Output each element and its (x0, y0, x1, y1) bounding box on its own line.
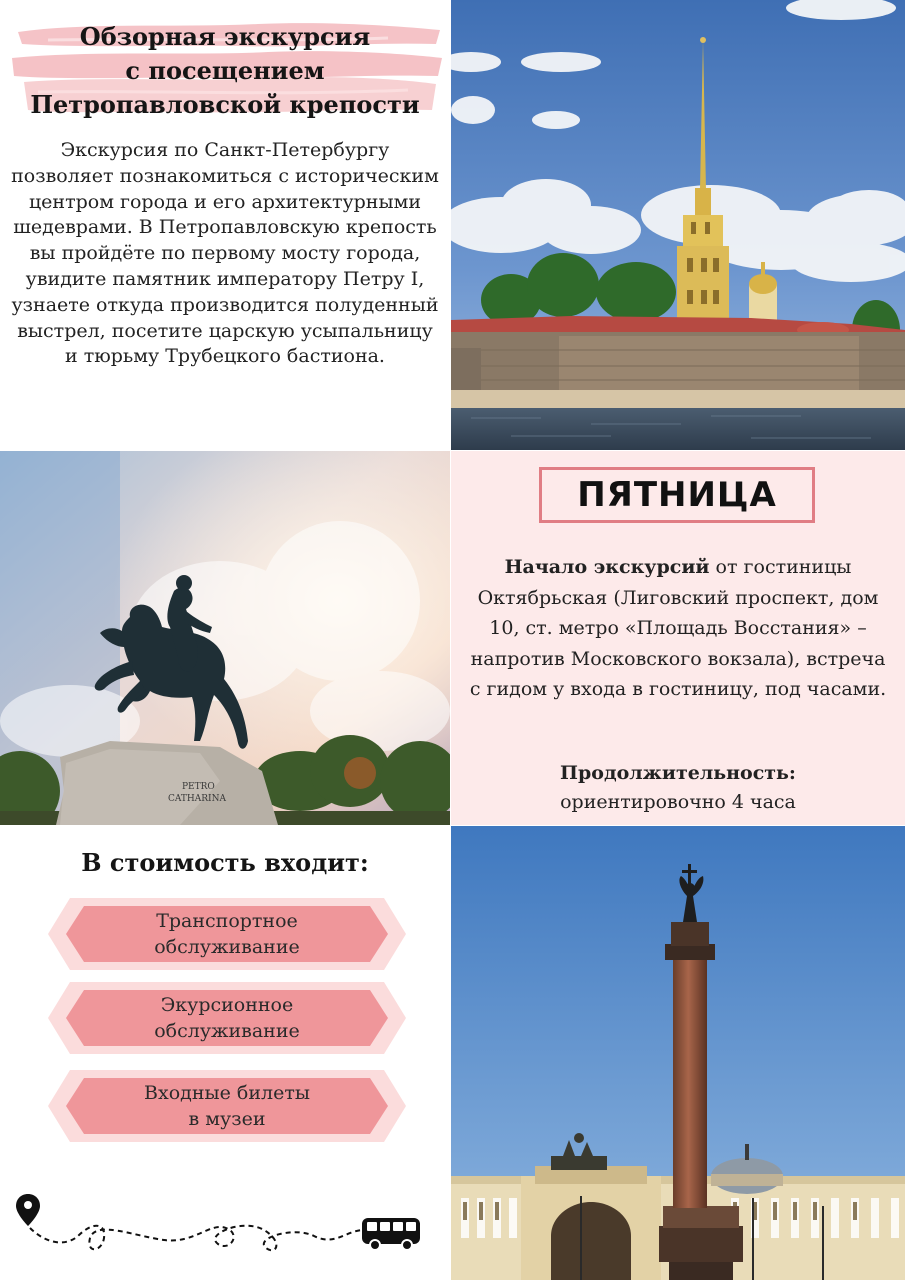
duration-block (465, 759, 891, 817)
price-includes-panel (0, 826, 450, 1280)
tour-title (0, 20, 450, 122)
includes-item-label (88, 982, 366, 1054)
tour-title-line: с посещением (125, 56, 325, 85)
meeting-point-text (465, 552, 891, 705)
includes-item-label (88, 1070, 366, 1142)
route-decoration (14, 1192, 434, 1262)
includes-item-line: Транспортное (156, 910, 298, 932)
includes-item-line: Входные билеты (144, 1082, 310, 1104)
schedule-panel (451, 451, 905, 825)
includes-item-line: в музеи (188, 1108, 266, 1130)
duration-label: Продолжительность: (560, 762, 796, 784)
tour-title-line: Обзорная экскурсия (79, 22, 371, 51)
inscription-line: PETRO (182, 782, 215, 792)
includes-item-line: обслуживание (154, 936, 300, 958)
bus-icon (362, 1218, 420, 1250)
tour-title-line: Петропавловской крепости (30, 90, 420, 119)
intro-panel (0, 0, 450, 450)
includes-item-line: Экурсионное (160, 994, 294, 1016)
alexander-column-photo (451, 826, 905, 1280)
includes-item (48, 1070, 406, 1142)
includes-item (48, 982, 406, 1054)
includes-item-line: обслуживание (154, 1020, 300, 1042)
inscription-line: CATHARINA (168, 794, 226, 804)
location-pin-icon (16, 1194, 40, 1226)
peter-paul-fortress-photo (451, 0, 905, 450)
includes-item (48, 898, 406, 970)
duration-value: ориентировочно 4 часа (560, 791, 796, 813)
start-text: от гостиницы Октябрьская (Лиговский проспект, дом 10, ст. метро «Площадь Восстания» – напротив Московского вокзала), встреча с гидом у входа в гостиницу, под часами. (469, 556, 887, 700)
tour-description: Экскурсия по Санкт-Петербургу позволяет познакомиться с историческим центром города и его архитектурными шедеврами. В Петропавловскую крепость вы пройдёте по первому мосту города, увидите памятник императору Петру I, узнаете откуда производится полуденный выстрел, посетите царскую усыпальницу и тюрьму Трубецкого бастиона. (11, 139, 439, 368)
bronze-horseman-photo (0, 451, 450, 825)
start-label: Начало экскурсий (504, 556, 710, 578)
includes-item-label (88, 898, 366, 970)
includes-title: В стоимость входит: (81, 848, 369, 877)
day-label: ПЯТНИЦА (539, 467, 815, 523)
